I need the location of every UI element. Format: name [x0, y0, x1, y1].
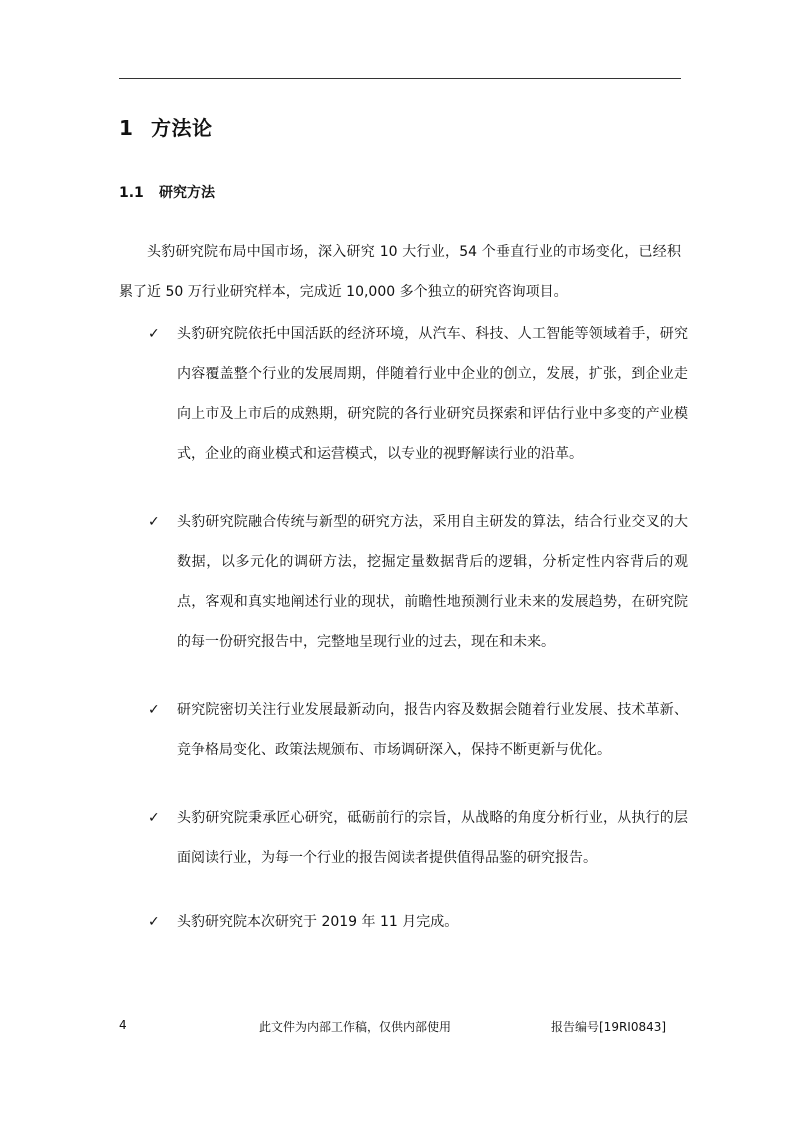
section-heading [119, 112, 213, 141]
bullet-item [148, 902, 688, 942]
footer-notice: 此文件为内部工作稿，仅供内部使用 [259, 1020, 452, 1034]
report-id: 报告编号[19RI0843] [551, 1020, 667, 1034]
checkmark-icon: ✓ [148, 326, 160, 342]
bullet-text: 头豹研究院本次研究于 2019 年 11 月完成。 [177, 914, 459, 930]
checkmark-icon: ✓ [148, 514, 160, 530]
bullet-text: 研究院密切关注行业发展最新动向，报告内容及数据会随着行业发展、技术革新、竞争格局变化、政策法规颁布、市场调研深入，保持不断更新与优化。 [177, 702, 688, 758]
subsection-heading [119, 182, 215, 202]
checkmark-icon: ✓ [148, 702, 160, 718]
bullet-item [148, 502, 688, 662]
checkmark-icon: ✓ [148, 810, 160, 826]
bullet-text: 头豹研究院融合传统与新型的研究方法，采用自主研发的算法，结合行业交叉的大数据，以多元化的调研方法，挖掘定量数据背后的逻辑，分析定性内容背后的观点，客观和真实地阐述行业的现状，前瞻性地预测行业未来的发展趋势，在研究院的每一份研究报告中，完整地呈现行业的过去，现在和未来。 [177, 514, 688, 650]
subsection-title: 研究方法 [159, 185, 215, 201]
section-number: 1 [119, 116, 134, 140]
checkmark-icon: ✓ [148, 914, 160, 930]
page-number: 4 [119, 1018, 127, 1032]
bullet-text: 头豹研究院依托中国活跃的经济环境，从汽车、科技、人工智能等领域着手，研究内容覆盖整个行业的发展周期，伴随着行业中企业的创立，发展，扩张，到企业走向上市及上市后的成熟期，研究院的各行业研究员探索和评估行业中多变的产业模式，企业的商业模式和运营模式，以专业的视野解读行业的沿革。 [177, 326, 688, 462]
bullet-item [148, 690, 688, 770]
bullet-item [148, 798, 688, 878]
section-title: 方法论 [151, 116, 213, 140]
intro-paragraph: 头豹研究院布局中国市场，深入研究 10 大行业，54 个垂直行业的市场变化，已经积累了近 50 万行业研究样本，完成近 10,000 多个独立的研究咨询项目。 [119, 244, 681, 300]
bullet-text: 头豹研究院秉承匠心研究，砥砺前行的宗旨，从战略的角度分析行业，从执行的层面阅读行业，为每一个行业的报告阅读者提供值得品鉴的研究报告。 [177, 810, 688, 866]
header-rule [119, 78, 681, 79]
bullet-item [148, 314, 688, 474]
subsection-number: 1.1 [119, 185, 144, 201]
